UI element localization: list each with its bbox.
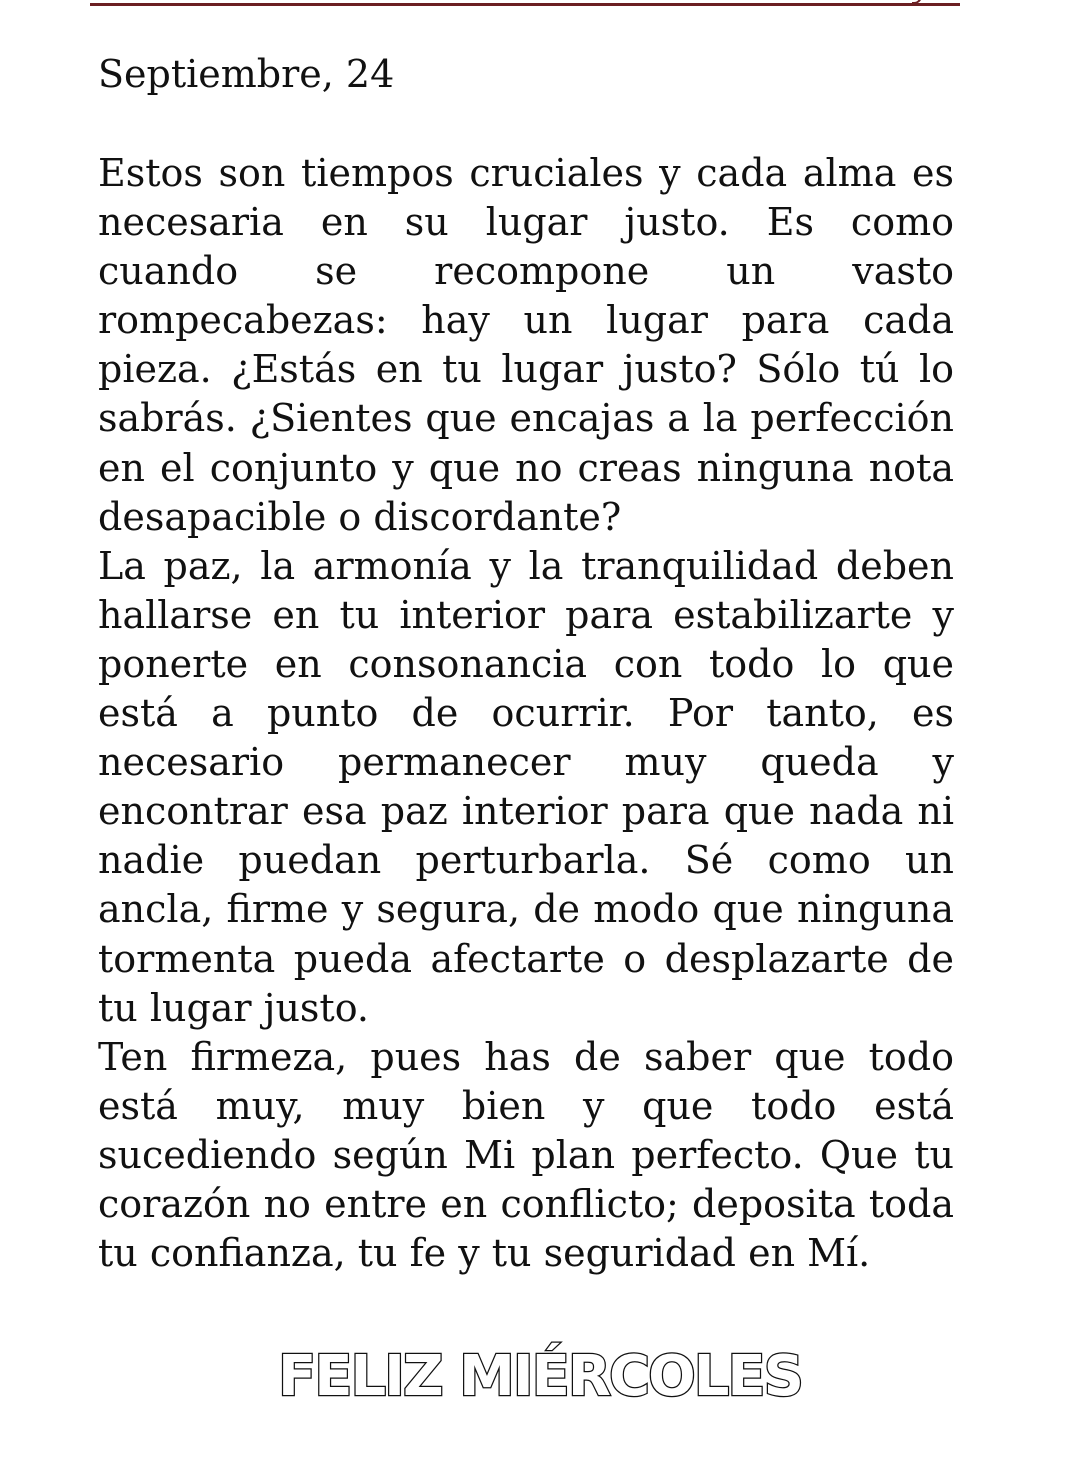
top-divider-rule	[90, 3, 960, 6]
paragraph-1: Estos son tiempos cruciales y cada alma es necesaria en su lugar justo. Es como cuando se recompone un vasto rompecabezas: hay un lugar para cada pieza. ¿Estás en tu lugar justo? Sólo tú lo sabrás. ¿Sientes que encajas a la perfección en el conjunto y que no creas ninguna nota desapacible o discordante?	[98, 151, 954, 539]
document-page	[98, 50, 954, 1278]
paragraph-2: La paz, la armonía y la tranquilidad deben hallarse en tu interior para estabilizarte y ponerte en consonancia con todo lo que está a punto de ocurrir. Por tanto, es necesario permanecer muy queda y encontrar esa paz interior para que nada ni nadie puedan perturbarla. Sé como un ancla, firme y segura, de modo que ninguna tormenta pueda afectarte o desplazarte de tu lugar justo.	[98, 543, 954, 1030]
entry-date: Septiembre, 24	[98, 52, 395, 96]
greeting-banner: FELIZ MIÉRCOLES	[277, 1344, 803, 1409]
paragraph-3: Ten firmeza, pues has de saber que todo está muy, muy bien y que todo está sucediendo según Mi plan perfecto. Que tu corazón no entre en conflicto; deposita toda tu confianza, tu fe y tu seguridad en Mí.	[98, 1034, 954, 1276]
